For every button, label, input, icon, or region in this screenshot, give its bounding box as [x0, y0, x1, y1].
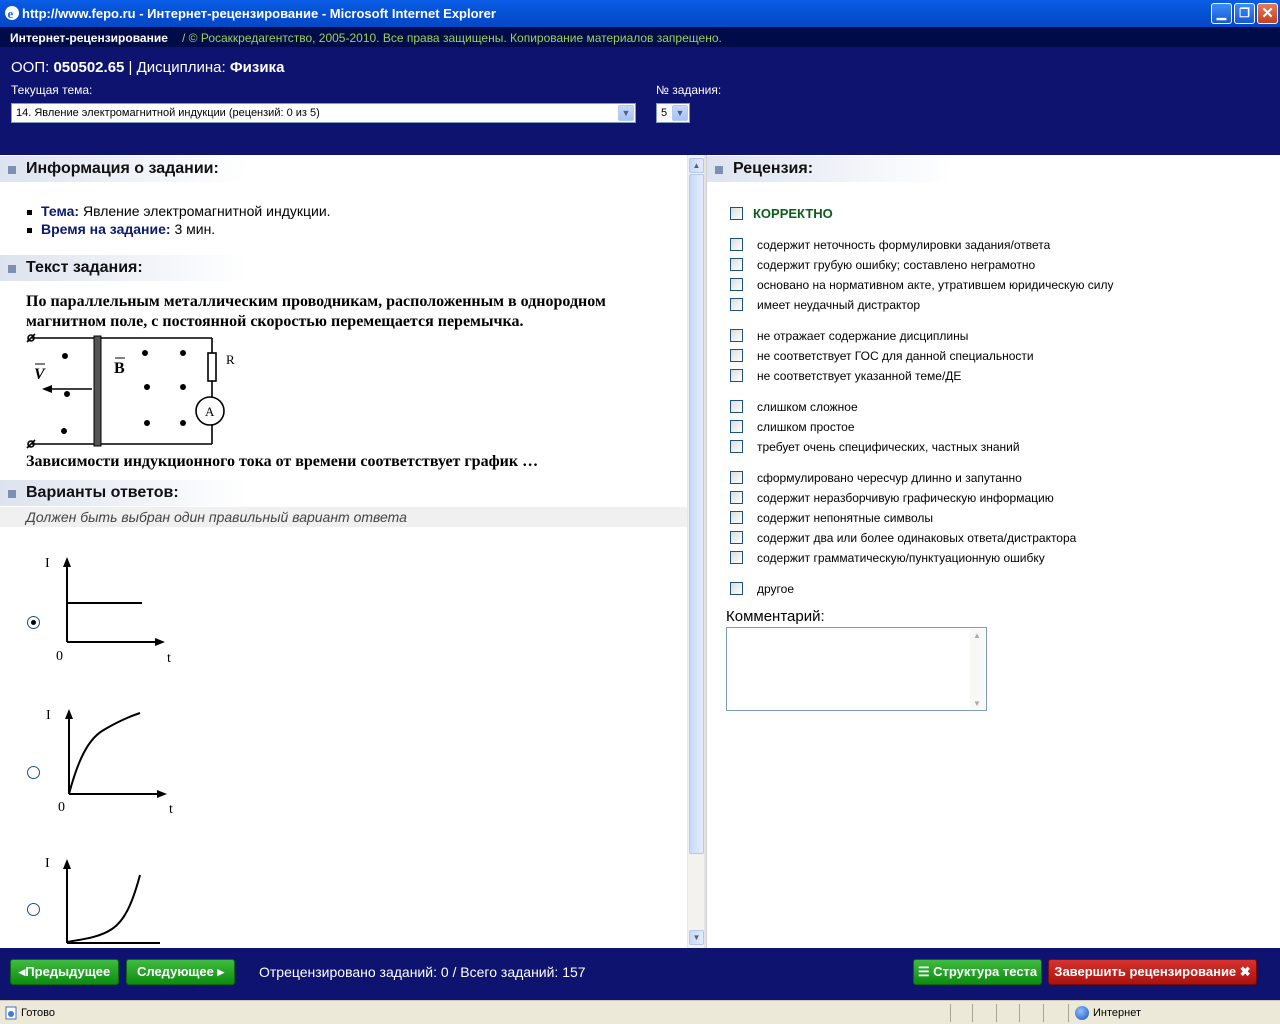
checkbox-box[interactable]	[730, 582, 743, 595]
task-heading: Текст задания:	[26, 259, 143, 276]
checkbox-box[interactable]	[730, 349, 743, 362]
checkbox-label: сформулировано чересчур длинно и запутанно	[757, 471, 1022, 485]
checkbox-box[interactable]	[730, 329, 743, 342]
ie-logo-icon	[4, 5, 20, 21]
topic-select[interactable]	[11, 103, 636, 123]
checkbox-box[interactable]	[730, 298, 743, 311]
maximize-button[interactable]: ❐	[1234, 3, 1255, 24]
checkbox-label: не соответствует ГОС для данной специальности	[757, 349, 1034, 363]
axis-origin-label: 0	[56, 649, 63, 664]
checkbox-box[interactable]	[730, 440, 743, 453]
next-label: Следующее	[136, 964, 214, 979]
test-structure-button[interactable]	[913, 959, 1042, 985]
review-heading: Рецензия:	[733, 160, 814, 177]
status-text: Готово	[21, 1007, 55, 1019]
checkbox-box[interactable]	[730, 400, 743, 413]
checkbox-label: слишком сложное	[757, 400, 858, 414]
status-divider	[1043, 1004, 1044, 1022]
scroll-up-icon[interactable]: ▲	[973, 631, 981, 640]
task-question: Зависимости индукционного тока от времени соответствует график …	[26, 453, 539, 470]
app-brand: Интернет-рецензирование	[10, 31, 168, 45]
jumper-bar	[94, 336, 101, 446]
arrow-right-icon: ▸	[217, 964, 225, 979]
close-window-button[interactable]: ✕	[1257, 3, 1278, 24]
topic-val: Явление электромагнитной индукции.	[82, 203, 331, 219]
review-section-header	[707, 156, 952, 182]
checkbox-label: другое	[757, 582, 795, 596]
field-label: B	[114, 360, 125, 377]
checkbox-label: не отражает содержание дисциплины	[757, 329, 969, 343]
answer-graph-1	[40, 555, 180, 670]
task-number-select[interactable]	[656, 103, 690, 123]
window-title: http://www.fepo.ru - Интернет-рецензирование - Microsoft Internet Explorer	[22, 6, 496, 21]
time-val: 3 мин.	[174, 221, 216, 237]
section-bullet-icon	[8, 166, 16, 174]
topic-select-value: 14. Явление электромагнитной индукции (рецензий: 0 из 5)	[16, 107, 320, 119]
checkbox-box[interactable]	[730, 511, 743, 524]
axis-i-label: I	[45, 856, 50, 871]
finish-label: Завершить рецензирование	[1054, 964, 1237, 979]
status-divider	[950, 1004, 951, 1022]
section-bullet-icon	[715, 166, 723, 174]
velocity-label: V	[34, 366, 45, 383]
close-icon: ✖	[1239, 964, 1251, 979]
section-bullet-icon	[8, 490, 16, 498]
oop-separator: |	[128, 59, 133, 76]
next-button[interactable]	[126, 959, 235, 985]
answer-radio-2[interactable]	[27, 766, 40, 779]
globe-icon	[1075, 1006, 1089, 1020]
checkbox-label: содержит два или более одинаковых ответа/дистрактора	[757, 531, 1077, 545]
info-heading: Информация о задании:	[26, 160, 219, 177]
ammeter-label: A	[205, 404, 215, 419]
status-divider	[972, 1004, 973, 1022]
checkbox-box[interactable]	[730, 420, 743, 433]
answers-section-header	[0, 480, 245, 506]
checkbox-box[interactable]	[730, 471, 743, 484]
structure-label: Структура теста	[933, 964, 1038, 979]
topic-key: Тема:	[41, 203, 80, 219]
checkbox-label: содержит грамматическую/пунктуационную ошибку	[757, 551, 1045, 565]
chevron-down-icon[interactable]: ▼	[672, 105, 688, 121]
finish-review-button[interactable]	[1048, 959, 1257, 985]
task-panel-scrollbar[interactable]	[687, 155, 704, 948]
checkbox-label: требует очень специфических, частных знаний	[757, 440, 1020, 454]
info-section-header	[0, 156, 245, 182]
section-bullet-icon	[8, 265, 16, 273]
oop-line	[11, 59, 284, 76]
task-text: По параллельным металлическим проводникам, расположенным в однородном магнитном поле, с постоянной скоростью перемещается перемычка.	[26, 293, 606, 330]
checkbox-label: содержит непонятные символы	[757, 511, 934, 525]
chevron-down-icon[interactable]: ▼	[618, 105, 634, 121]
checkbox-box[interactable]	[730, 238, 743, 251]
status-divider	[996, 1004, 997, 1022]
axis-t-label: t	[167, 651, 171, 666]
app-header	[0, 47, 1280, 155]
discipline-label: Дисциплина:	[136, 59, 226, 76]
task-number-label: № задания:	[656, 83, 722, 97]
topic-label: Текущая тема:	[11, 83, 93, 97]
comment-textarea[interactable]	[726, 627, 987, 711]
checkbox-box[interactable]	[730, 551, 743, 564]
axis-t-label: t	[169, 802, 173, 817]
list-item	[26, 221, 331, 239]
checkbox-box[interactable]	[730, 207, 743, 220]
status-divider	[1068, 1004, 1069, 1022]
minimize-button[interactable]: ▁	[1211, 3, 1232, 24]
checkbox-box[interactable]	[730, 491, 743, 504]
prev-label: Предыдущее	[25, 964, 111, 979]
status-bar	[0, 1000, 1280, 1024]
circuit-figure	[24, 331, 244, 451]
prev-button[interactable]	[10, 959, 119, 985]
answers-hint	[0, 507, 687, 527]
answer-radio-1[interactable]	[27, 616, 40, 629]
discipline-value: Физика	[229, 59, 285, 76]
svg-text:e: e	[7, 6, 14, 21]
window-titlebar	[0, 0, 1280, 27]
axis-i-label: I	[45, 556, 50, 571]
checkbox-label: содержит неточность формулировки задания/ответа	[757, 238, 1051, 252]
list-icon: ☰	[917, 964, 930, 979]
checkbox-box[interactable]	[730, 278, 743, 291]
answers-hint-text: Должен быть выбран один правильный вариант ответа	[26, 509, 407, 525]
scroll-down-icon[interactable]: ▼	[973, 699, 981, 708]
list-item	[26, 203, 331, 221]
status-divider	[1019, 1004, 1020, 1022]
app-brand-strip	[0, 27, 1280, 47]
task-number-value: 5	[661, 107, 668, 119]
comment-label: Комментарий:	[726, 608, 825, 625]
review-counter: Отрецензировано заданий: 0 / Всего заданий: 157	[259, 964, 586, 980]
checkbox-label: содержит грубую ошибку; составлено неграмотно	[757, 258, 1036, 272]
copyright-text: / © Росаккредагентство, 2005-2010. Все права защищены. Копирование материалов запрещено.	[182, 31, 722, 45]
checkbox-label: КОРРЕКТНО	[753, 206, 833, 221]
checkbox-box[interactable]	[730, 369, 743, 382]
arrow-left-icon: ◂	[18, 964, 26, 979]
scroll-down-icon[interactable]: ▼	[689, 930, 704, 945]
security-zone: Интернет	[1093, 1007, 1141, 1019]
checkbox-label: не соответствует указанной теме/ДЕ	[757, 369, 962, 383]
scroll-up-icon[interactable]: ▲	[689, 158, 704, 173]
page-icon	[4, 1006, 18, 1020]
checkbox-label: основано на нормативном акте, утратившем юридическую силу	[757, 278, 1114, 292]
task-info-list	[26, 203, 331, 239]
checkbox-label: содержит неразборчивую графическую информацию	[757, 491, 1054, 505]
answers-heading: Варианты ответов:	[26, 484, 179, 501]
footer-bar	[0, 948, 1280, 1000]
comment-scrollbar[interactable]	[970, 629, 985, 709]
answer-radio-3[interactable]	[27, 903, 40, 916]
task-text-section-header	[0, 255, 245, 281]
checkbox-label: имеет неудачный дистрактор	[757, 298, 921, 312]
answer-graph-2	[40, 705, 180, 820]
task-panel	[0, 155, 687, 948]
checkbox-box[interactable]	[730, 531, 743, 544]
checkbox-box[interactable]	[730, 258, 743, 271]
axis-origin-label: 0	[58, 800, 65, 815]
oop-label: ООП:	[11, 59, 50, 76]
axis-i-label: I	[46, 708, 51, 723]
oop-value: 050502.65	[53, 59, 125, 76]
answer-graph-3	[40, 853, 180, 948]
checkbox-label: слишком простое	[757, 420, 855, 434]
resistor-label: R	[226, 352, 235, 367]
scroll-thumb[interactable]	[689, 174, 704, 854]
time-key: Время на задание:	[41, 221, 171, 237]
